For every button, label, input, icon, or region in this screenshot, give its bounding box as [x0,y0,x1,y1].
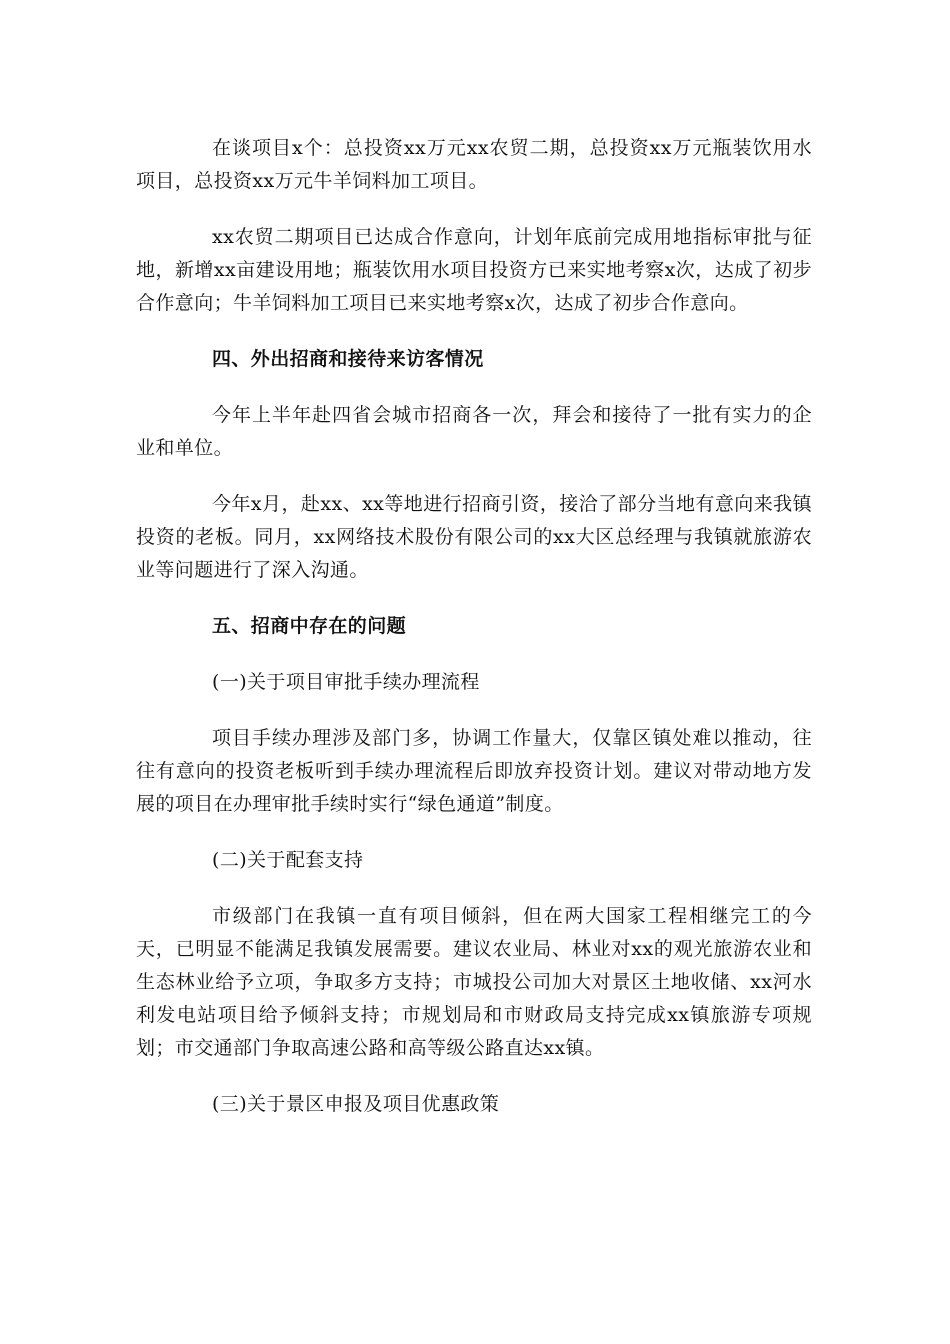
document-body [136,132,812,1121]
paragraph-visits: 今年x月，赴xx、xx等地进行招商引资，接洽了部分当地有意向来我镇投资的老板。同月，xx网络技术股份有限公司的xx大区总经理与我镇就旅游农业等问题进行了深入沟通。 [136,493,812,581]
section-heading-4: 四、外出招商和接待来访客情况 [212,348,484,370]
paragraph-project-progress: xx农贸二期项目已达成合作意向，计划年底前完成用地指标审批与征地，新增xx亩建设用地；瓶装饮用水项目投资方已来实地考察x次，达成了初步合作意向；牛羊饲料加工项目已来实地考察x次，达成了初步合作意向。 [136,226,812,314]
paragraph-projects-in-talks: 在谈项目x个：总投资xx万元xx农贸二期，总投资xx万元瓶装饮用水项目，总投资xx万元牛羊饲料加工项目。 [136,137,812,192]
paragraph-approval-issues: 项目手续办理涉及部门多，协调工作量大，仅靠区镇处难以推动，往往有意向的投资老板听到手续办理流程后即放弃投资计划。建议对带动地方发展的项目在办理审批手续时实行“绿色通道”制度。 [136,727,812,815]
subheading-approval-process: (一)关于项目审批手续办理流程 [212,671,480,693]
subheading-scenic-area-policy: (三)关于景区申报及项目优惠政策 [212,1093,500,1115]
subheading-supporting-measures: (二)关于配套支持 [212,849,364,871]
paragraph-investment-trips: 今年上半年赴四省会城市招商各一次，拜会和接待了一批有实力的企业和单位。 [136,404,812,459]
section-heading-5: 五、招商中存在的问题 [212,615,407,637]
paragraph-support-suggestions: 市级部门在我镇一直有项目倾斜，但在两大国家工程相继完工的今天，已明显不能满足我镇发展需要。建议农业局、林业对xx的观光旅游农业和生态林业给予立项，争取多方支持；市城投公司加大对景区土地收储、xx河水利发电站项目给予倾斜支持；市规划局和市财政局支持完成xx镇旅游专项规划；市交通部门争取高速公路和高等级公路直达xx镇。 [136,905,812,1059]
